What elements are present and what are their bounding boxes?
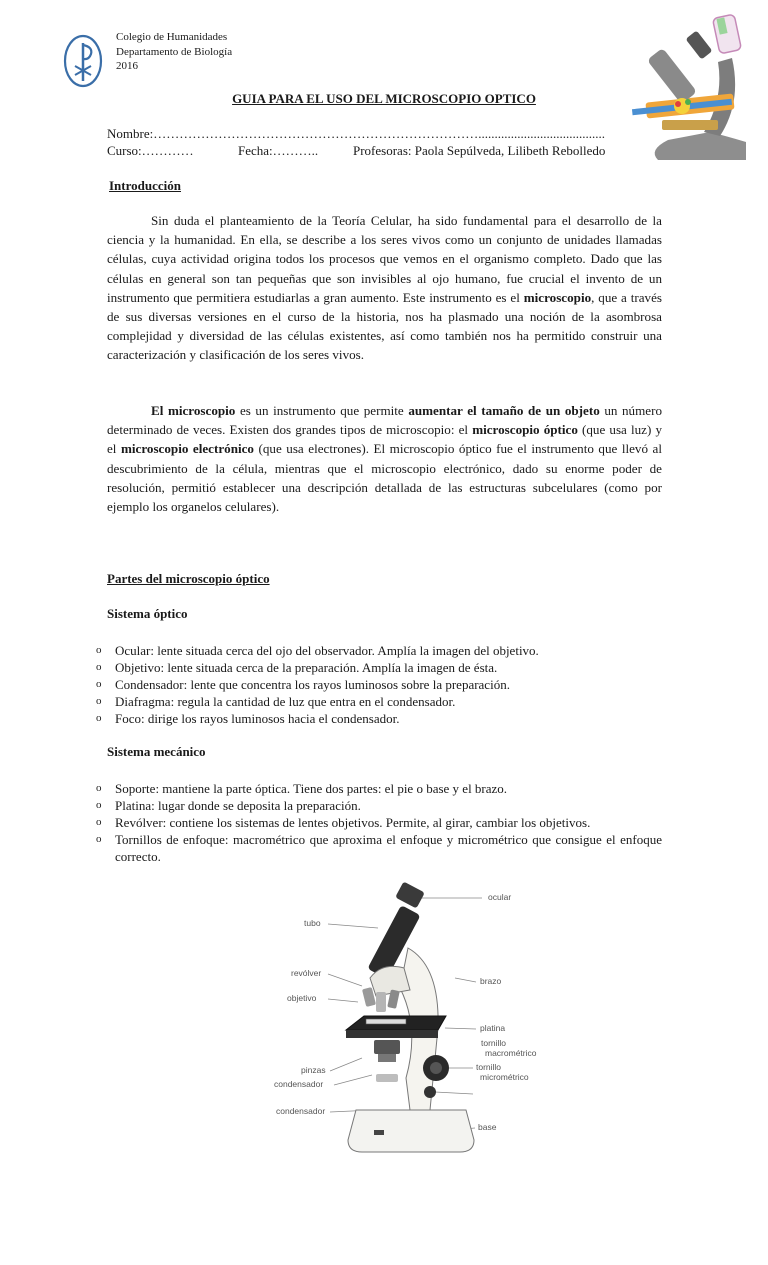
curso-line: Curso:…………: [107, 143, 194, 158]
fecha-line: Fecha:………..: [238, 143, 319, 158]
label-base: base: [478, 1122, 497, 1132]
mechanical-heading: Sistema mecánico: [107, 744, 206, 759]
nombre-line: Nombre:………………………………………………………………….......................................: [107, 126, 605, 141]
label-condensador-upper: condensador: [274, 1079, 324, 1089]
label-platina: platina: [480, 1023, 506, 1033]
intro-paragraph-1: Sin duda el planteamiento de la Teoría Celular, ha sido fundamental para el desarrollo de la ciencia y la humanidad. En ella, se describe a los seres vivos como un conjunto de unidades llamadas células, cuya actividad origina todos los procesos que vemos en el organismo completo. Dado que las células en general son tan pequeñas que son invisibles al ojo humano, fue crucial el invento de un instrumento que permitiera estudiarlas a gran aumento. Este instrumento es el microscopio, que a través de sus diversas versiones en el curso de la historia, nos ha plasmado una noción de la asombrosa complejidad y diversidad de las células existentes, así como también nos ha permitido construir una caracterización y clasificación de los seres vivos.: [107, 213, 663, 363]
microscopio-bold: microscopio: [523, 289, 592, 305]
label-pinzas: pinzas: [301, 1065, 326, 1075]
list-item: o Ocular: lente situada cerca del ojo del observador. Amplía la imagen del objetivo.: [97, 642, 662, 659]
list-item: o Tornillos de enfoque: macrométrico que aproxima el enfoque y micrométrico que consigue el enfoque correcto.: [97, 831, 662, 865]
optical-heading: Sistema óptico: [107, 606, 188, 621]
institution-name: Colegio de Humanidades: [116, 31, 228, 43]
list-item: o Platina: lugar donde se deposita la preparación.: [97, 797, 662, 814]
optical-list: [97, 642, 662, 727]
parts-heading: Partes del microscopio óptico: [107, 571, 270, 586]
list-item: o Revólver: contiene los sistemas de lentes objetivos. Permite, al girar, cambiar los objetivos.: [97, 814, 662, 831]
page-title: GUIA PARA EL USO DEL MICROSCOPIO OPTICO: [232, 91, 536, 106]
department-name: Departamento de Biología: [116, 45, 233, 58]
label-brazo: brazo: [480, 976, 502, 986]
microscope-clipart: [618, 12, 750, 162]
header-block: [116, 30, 232, 74]
label-condensador-lower: condensador: [276, 1106, 326, 1116]
label-tornillo-micrometrico: tornillo micrométrico: [476, 1062, 529, 1082]
label-objetivo: objetivo: [287, 993, 317, 1003]
intro-paragraph-2: El microscopio es un instrumento que permite aumentar el tamaño de un objeto un número determinado de veces. Existen dos grandes tipos de microscopio: el microscopio óptico (que usa luz) y el microscopio electrónico (que usa electrones). El microscopio óptico fue el instrumento que llevó al descubrimiento de la célula, mientras que el microscopio electrónico, dado su enorme poder de resolución, permitió establecer una descripción detallada de las estructuras subcelulares (como por ejemplo los organelos celulares).: [107, 403, 663, 515]
list-item: o Diafragma: regula la cantidad de luz que entra en el condensador.: [97, 693, 662, 710]
label-tornillo-macrometrico: tornillo macrométrico: [481, 1038, 537, 1058]
label-ocular: ocular: [488, 892, 512, 902]
mechanical-list: [97, 780, 662, 865]
label-revolver: revólver: [291, 968, 322, 978]
list-item: o Foco: dirige los rayos luminosos hacia el condensador.: [97, 710, 662, 727]
header-year: 2016: [116, 60, 138, 72]
profesoras-line: Profesoras: Paola Sepúlveda, Lilibeth Rebolledo: [353, 143, 606, 158]
label-tubo: tubo: [304, 918, 321, 928]
list-item: o Condensador: lente que concentra los rayos luminosos sobre la preparación.: [97, 676, 662, 693]
microscope-diagram: [270, 878, 537, 1178]
intro-heading: Introducción: [109, 178, 181, 193]
list-item: o Soporte: mantiene la parte óptica. Tiene dos partes: el pie o base y el brazo.: [97, 780, 662, 797]
school-logo: [62, 33, 104, 89]
list-item: o Objetivo: lente situada cerca de la preparación. Amplía la imagen de ésta.: [97, 659, 662, 676]
